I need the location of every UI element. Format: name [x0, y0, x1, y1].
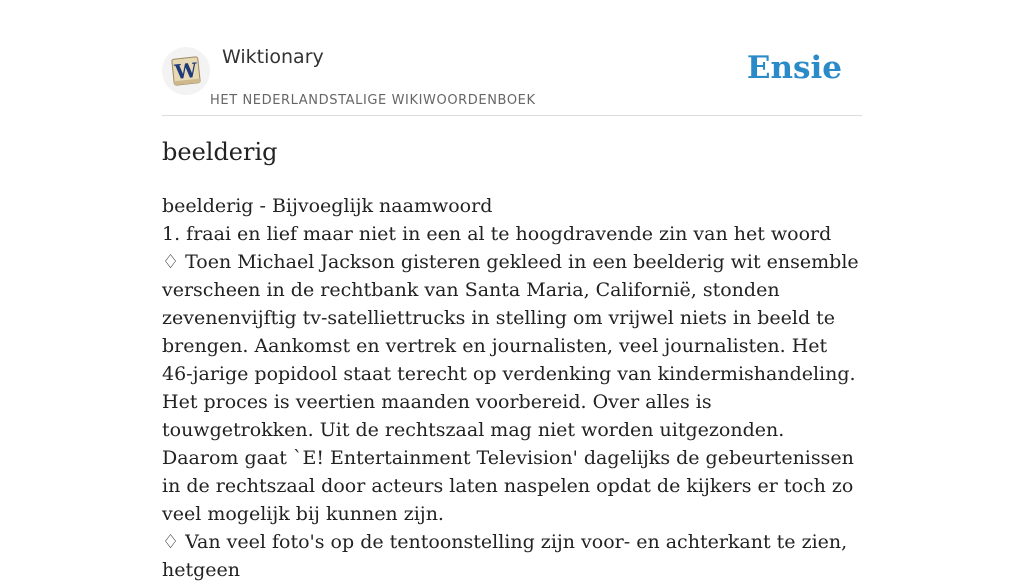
definition-line: 1. fraai en lief maar niet in een al te hoogdravende zin van het woord [162, 223, 832, 245]
site-name[interactable]: Wiktionary [222, 46, 324, 68]
wiktionary-logo-icon[interactable] [162, 47, 210, 95]
logo-tile-icon [168, 53, 204, 89]
page-title: beelderig [162, 138, 278, 166]
entry-heading-line: beelderig - Bijvoeglijk naamwoord [162, 195, 493, 217]
example-paragraph: ♢ Toen Michael Jackson gisteren gekleed in een beelderig wit ensemble verscheen in de rechtbank van Santa Maria, Californië, stonden zevenenvijftig tv-satelliettrucks in stelling om vrijwel niets in beeld te brengen. Aankomst en vertrek en journalisten, veel journalisten. Het 46-jarige popidool staat terecht op verdenking van kindermishandeling. Het proces is veertien maanden voorbereid. Over alles is touwgetrokken. Uit de rechtszaal mag niet worden uitgezonden. Daarom gaat `E! Entertainment Television' dagelijks de gebeurtenissen in de rechtszaal door acteurs laten naspelen opdat de kijkers er toch zo veel mogelijk bij kunnen zijn. [162, 251, 859, 525]
ensie-brand-link[interactable]: Ensie [746, 50, 842, 86]
site-tagline: HET NEDERLANDSTALIGE WIKIWOORDENBOEK [210, 93, 536, 108]
page-container [162, 0, 862, 581]
site-header [162, 0, 862, 116]
entry-content [162, 192, 862, 584]
example-paragraph: ♢ Van veel foto's op de tentoonstelling zijn voor- en achterkant te zien, hetgeen [162, 531, 848, 581]
logo-letter: W [173, 57, 199, 85]
